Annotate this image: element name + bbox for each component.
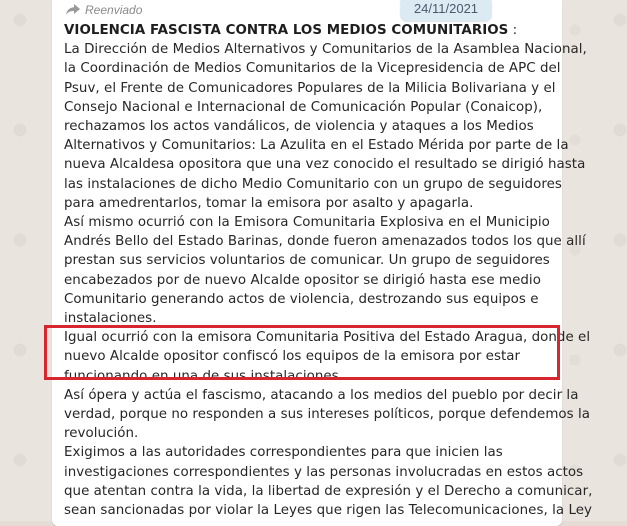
message-text: [64, 21, 593, 520]
message-line: rechazamos los actos vandálicos, de violencia y ataques a los Medios: [64, 119, 534, 135]
date-chip: 24/11/2021: [400, 0, 492, 21]
message-line: la Coordinación de Medios Comunitarios de la Vicepresidencia de APC del: [64, 61, 561, 77]
message-line: Así mismo ocurrió con la Emisora Comunitaria Explosiva en el Municipio: [64, 215, 550, 231]
forward-arrow-icon: [66, 4, 80, 16]
message-line: encabezados por de nuevo Alcalde opositor se dirigió hasta ese medio: [64, 272, 541, 288]
message-line: La Dirección de Medios Alternativos y Comunitarios de la Asamblea Nacional,: [64, 42, 587, 58]
message-line: funcionando en una de sus instalaciones.: [64, 368, 343, 384]
message-line: Consejo Nacional e Internacional de Comunicación Popular (Conaicop),: [64, 99, 543, 115]
forwarded-label: Reenviado: [85, 3, 143, 17]
message-line: verdad, porque no responden a sus intereses políticos, porque defendemos la: [64, 407, 591, 423]
forwarded-indicator: [66, 3, 142, 17]
message-line: sean sancionadas por violar la Leyes que rigen las Telecomunicaciones, la Ley: [64, 503, 592, 519]
message-line: las instalaciones de dicho Medio Comunitario con un grupo de seguidores: [64, 176, 562, 192]
message-line: Andrés Bello del Estado Barinas, donde fueron amenazados todos los que allí: [64, 234, 586, 250]
message-line: nueva Alcaldesa opositora que una vez conocido el resultado se dirigió hasta: [64, 157, 586, 173]
message-title: VIOLENCIA FASCISTA CONTRA LOS MEDIOS COMUNITARIOS: [64, 23, 509, 38]
message-line: instalaciones.: [64, 311, 157, 327]
message-line: Igual ocurrió con la emisora Comunitaria Positiva del Estado Aragua, donde el: [64, 330, 591, 346]
message-line: nuevo Alcalde opositor confiscó los equipos de la emisora por estar: [64, 349, 521, 365]
message-line: para amedrentarlos, tomar la emisora por asalto y apagarla.: [64, 195, 474, 211]
message-line: revolución.: [64, 426, 139, 442]
message-line: Alternativos y Comunitarios: La Azulita en el Estado Mérida por parte de la: [64, 138, 569, 154]
message-line: investigaciones correspondientes y las personas involucradas en estos actos: [64, 464, 584, 480]
message-title-suffix: :: [508, 23, 518, 38]
message-line: Exigimos a las autoridades correspondientes para que inicien las: [64, 445, 503, 461]
message-line: Comunitario generando actos de violencia, destrozando sus equipos e: [64, 291, 539, 307]
message-line: Así ópera y actúa el fascismo, atacando a los medios del pueblo por decir la: [64, 387, 579, 403]
message-line: que atentan contra la vida, la libertad de expresión y el Derecho a comunicar,: [64, 483, 593, 499]
message-line: prestan sus servicios voluntarios de comunicar. Un grupo de seguidores: [64, 253, 550, 269]
message-line: Psuv, el Frente de Comunicadores Populares de la Milicia Bolivariana y el: [64, 80, 556, 96]
message-title-line: [64, 21, 556, 40]
